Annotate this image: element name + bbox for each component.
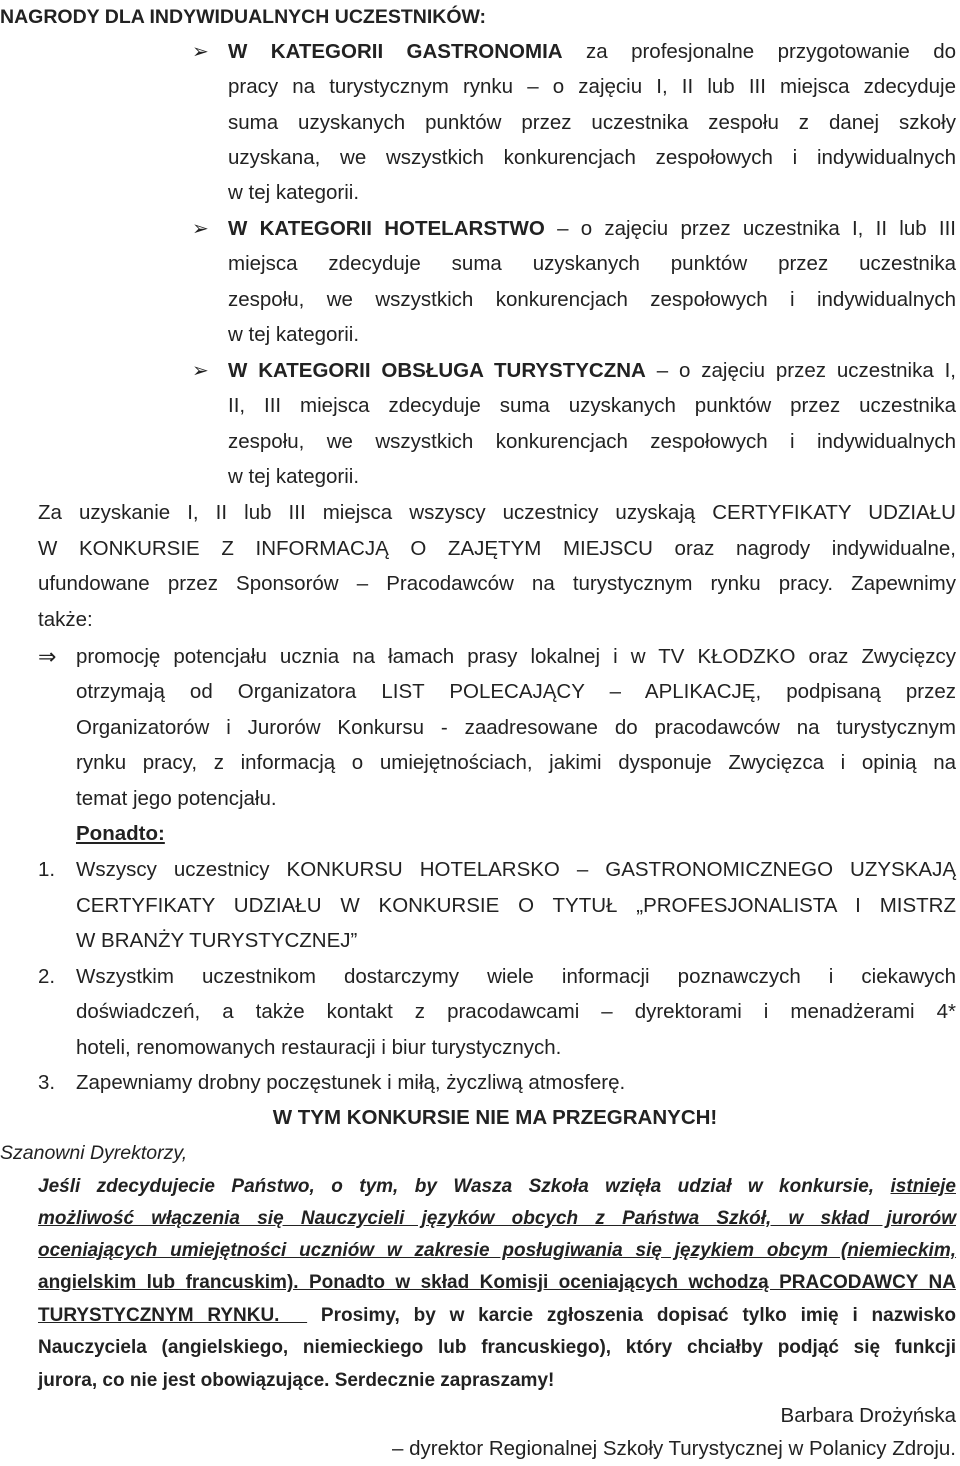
category-obsluga-line-2: II, III miejsca zdecyduje suma uzyskanych punktów przez uczestnika — [228, 394, 956, 417]
promotion-line-2: otrzymają od Organizatora LIST POLECAJĄCY – APLIKACJĘ, podpisaną przez — [76, 680, 956, 703]
bullet-arrow-icon: ➢ — [192, 41, 209, 63]
jury-line-2: możliwość włączenia się Nauczycieli języków obcych z Państwa Szkół, w skład jurorów — [38, 1208, 956, 1229]
bullet-arrow-icon: ➢ — [192, 218, 209, 240]
category-gastronomia-line-5: w tej kategorii. — [228, 181, 360, 204]
item-1-line-1: Wszyscy uczestnicy KONKURSU HOTELARSKO – GASTRONOMICZNEGO UZYSKAJĄ — [76, 858, 956, 881]
certificate-paragraph-line-3: ufundowane przez Sponsorów – Pracodawców na turystycznym rynku pracy. Zapewnimy — [38, 572, 956, 595]
double-arrow-icon: ⇒ — [38, 644, 57, 669]
category-hotelarstwo-line-1: W KATEGORII HOTELARSTWO – o zajęciu przez uczestnika I, II lub III — [228, 217, 956, 240]
prizes-heading: NAGRODY DLA INDYWIDUALNYCH UCZESTNIKÓW: — [0, 6, 487, 28]
category-obsluga-line-4: w tej kategorii. — [228, 465, 360, 488]
certificate-paragraph-line-1: Za uzyskanie I, II lub III miejsca wszyscy uczestnicy uzyskają CERTYFIKATY UDZIAŁU — [38, 501, 956, 524]
jury-line-6: Nauczyciela (angielskiego, niemieckiego lub francuskiego), który chciałby podjąć się funkcji — [38, 1337, 956, 1358]
category-gastronomia-line-2: pracy na turystycznym rynku – o zajęciu I, II lub III miejsca zdecyduje — [228, 75, 956, 98]
category-obsluga-line-3: zespołu, we wszystkich konkurencjach zespołowych i indywidualnych — [228, 430, 956, 453]
item-1-line-3: W BRANŻY TURYSTYCZNEJ” — [76, 929, 358, 952]
item-number: 3. — [38, 1071, 56, 1094]
category-gastronomia-line-4: uzyskana, we wszystkich konkurencjach zespołowych i indywidualnych — [228, 146, 956, 169]
certificate-paragraph-line-2: W KONKURSIE Z INFORMACJĄ O ZAJĘTYM MIEJSCU oraz nagrody indywidualne, — [38, 537, 956, 560]
item-2-line-1: Wszystkim uczestnikom dostarczymy wiele informacji poznawczych i ciekawych — [76, 965, 956, 988]
category-obsluga-line-1: W KATEGORII OBSŁUGA TURYSTYCZNA – o zajęciu przez uczestnika I, — [228, 359, 956, 382]
promotion-line-3: Organizatorów i Jurorów Konkursu - zaadresowane do pracodawców na turystycznym — [76, 716, 956, 739]
promotion-line-4: rynku pracy, z informacją o umiejętnościach, jakimi dysponuje Zwycięzca i opinią na — [76, 751, 956, 774]
promotion-line-5: temat jego potencjału. — [76, 787, 277, 810]
no-losers-heading: W TYM KONKURSIE NIE MA PRZEGRANYCH! — [272, 1106, 718, 1129]
promotion-line-1: promocję potencjału ucznia na łamach prasy lokalnej i w TV KŁODZKO oraz Zwycięzcy — [76, 645, 956, 668]
signature-role: – dyrektor Regionalnej Szkoły Turystycznej w Polanicy Zdroju. — [392, 1437, 956, 1460]
item-number: 1. — [38, 858, 56, 881]
bullet-arrow-icon: ➢ — [192, 360, 209, 382]
signature-name: Barbara Drożyńska — [780, 1404, 956, 1427]
category-hotelarstwo-line-2: miejsca zdecyduje suma uzyskanych punktów przez uczestnika — [228, 252, 956, 275]
jury-line-4: angielskim lub francuskim). Ponadto w skład Komisji oceniających wchodzą PRACODAWCY NA — [38, 1272, 956, 1293]
item-1-line-2: CERTYFIKATY UDZIAŁU W KONKURSIE O TYTUŁ „PROFESJONALISTA I MISTRZ — [76, 894, 956, 917]
item-number: 2. — [38, 965, 56, 988]
category-gastronomia-line-1: W KATEGORII GASTRONOMIA za profesjonalne przygotowanie do — [228, 40, 957, 63]
salutation: Szanowni Dyrektorzy, — [0, 1142, 188, 1164]
category-hotelarstwo-line-3: zespołu, we wszystkich konkurencjach zespołowych i indywidualnych — [228, 288, 956, 311]
jury-line-1: Jeśli zdecydujecie Państwo, o tym, by Wasza Szkoła wzięła udział w konkursie, istnieje — [38, 1176, 956, 1197]
category-hotelarstwo-line-4: w tej kategorii. — [228, 323, 360, 346]
jury-line-5: TURYSTYCZNYM RYNKU. Prosimy, by w karcie zgłoszenia dopisać tylko imię i nazwisko — [38, 1305, 957, 1326]
ponadto-label: Ponadto: — [76, 822, 165, 845]
certificate-paragraph-line-4: także: — [38, 608, 93, 631]
jury-line-7: jurora, co nie jest obowiązujące. Serdecznie zapraszamy! — [38, 1370, 555, 1391]
item-3-line-1: Zapewniamy drobny poczęstunek i miłą, życzliwą atmosferę. — [76, 1071, 626, 1094]
category-gastronomia-line-3: suma uzyskanych punktów przez uczestnika zespołu z danej szkoły — [228, 111, 956, 134]
jury-line-3: oceniających umiejętności uczniów w zakresie posługiwania się językiem obcym (niemieckim, — [38, 1240, 956, 1261]
item-2-line-2: doświadczeń, a także kontakt z pracodawcami – dyrektorami i menadżerami 4* — [76, 1000, 956, 1023]
item-2-line-3: hoteli, renomowanych restauracji i biur turystycznych. — [76, 1036, 562, 1059]
